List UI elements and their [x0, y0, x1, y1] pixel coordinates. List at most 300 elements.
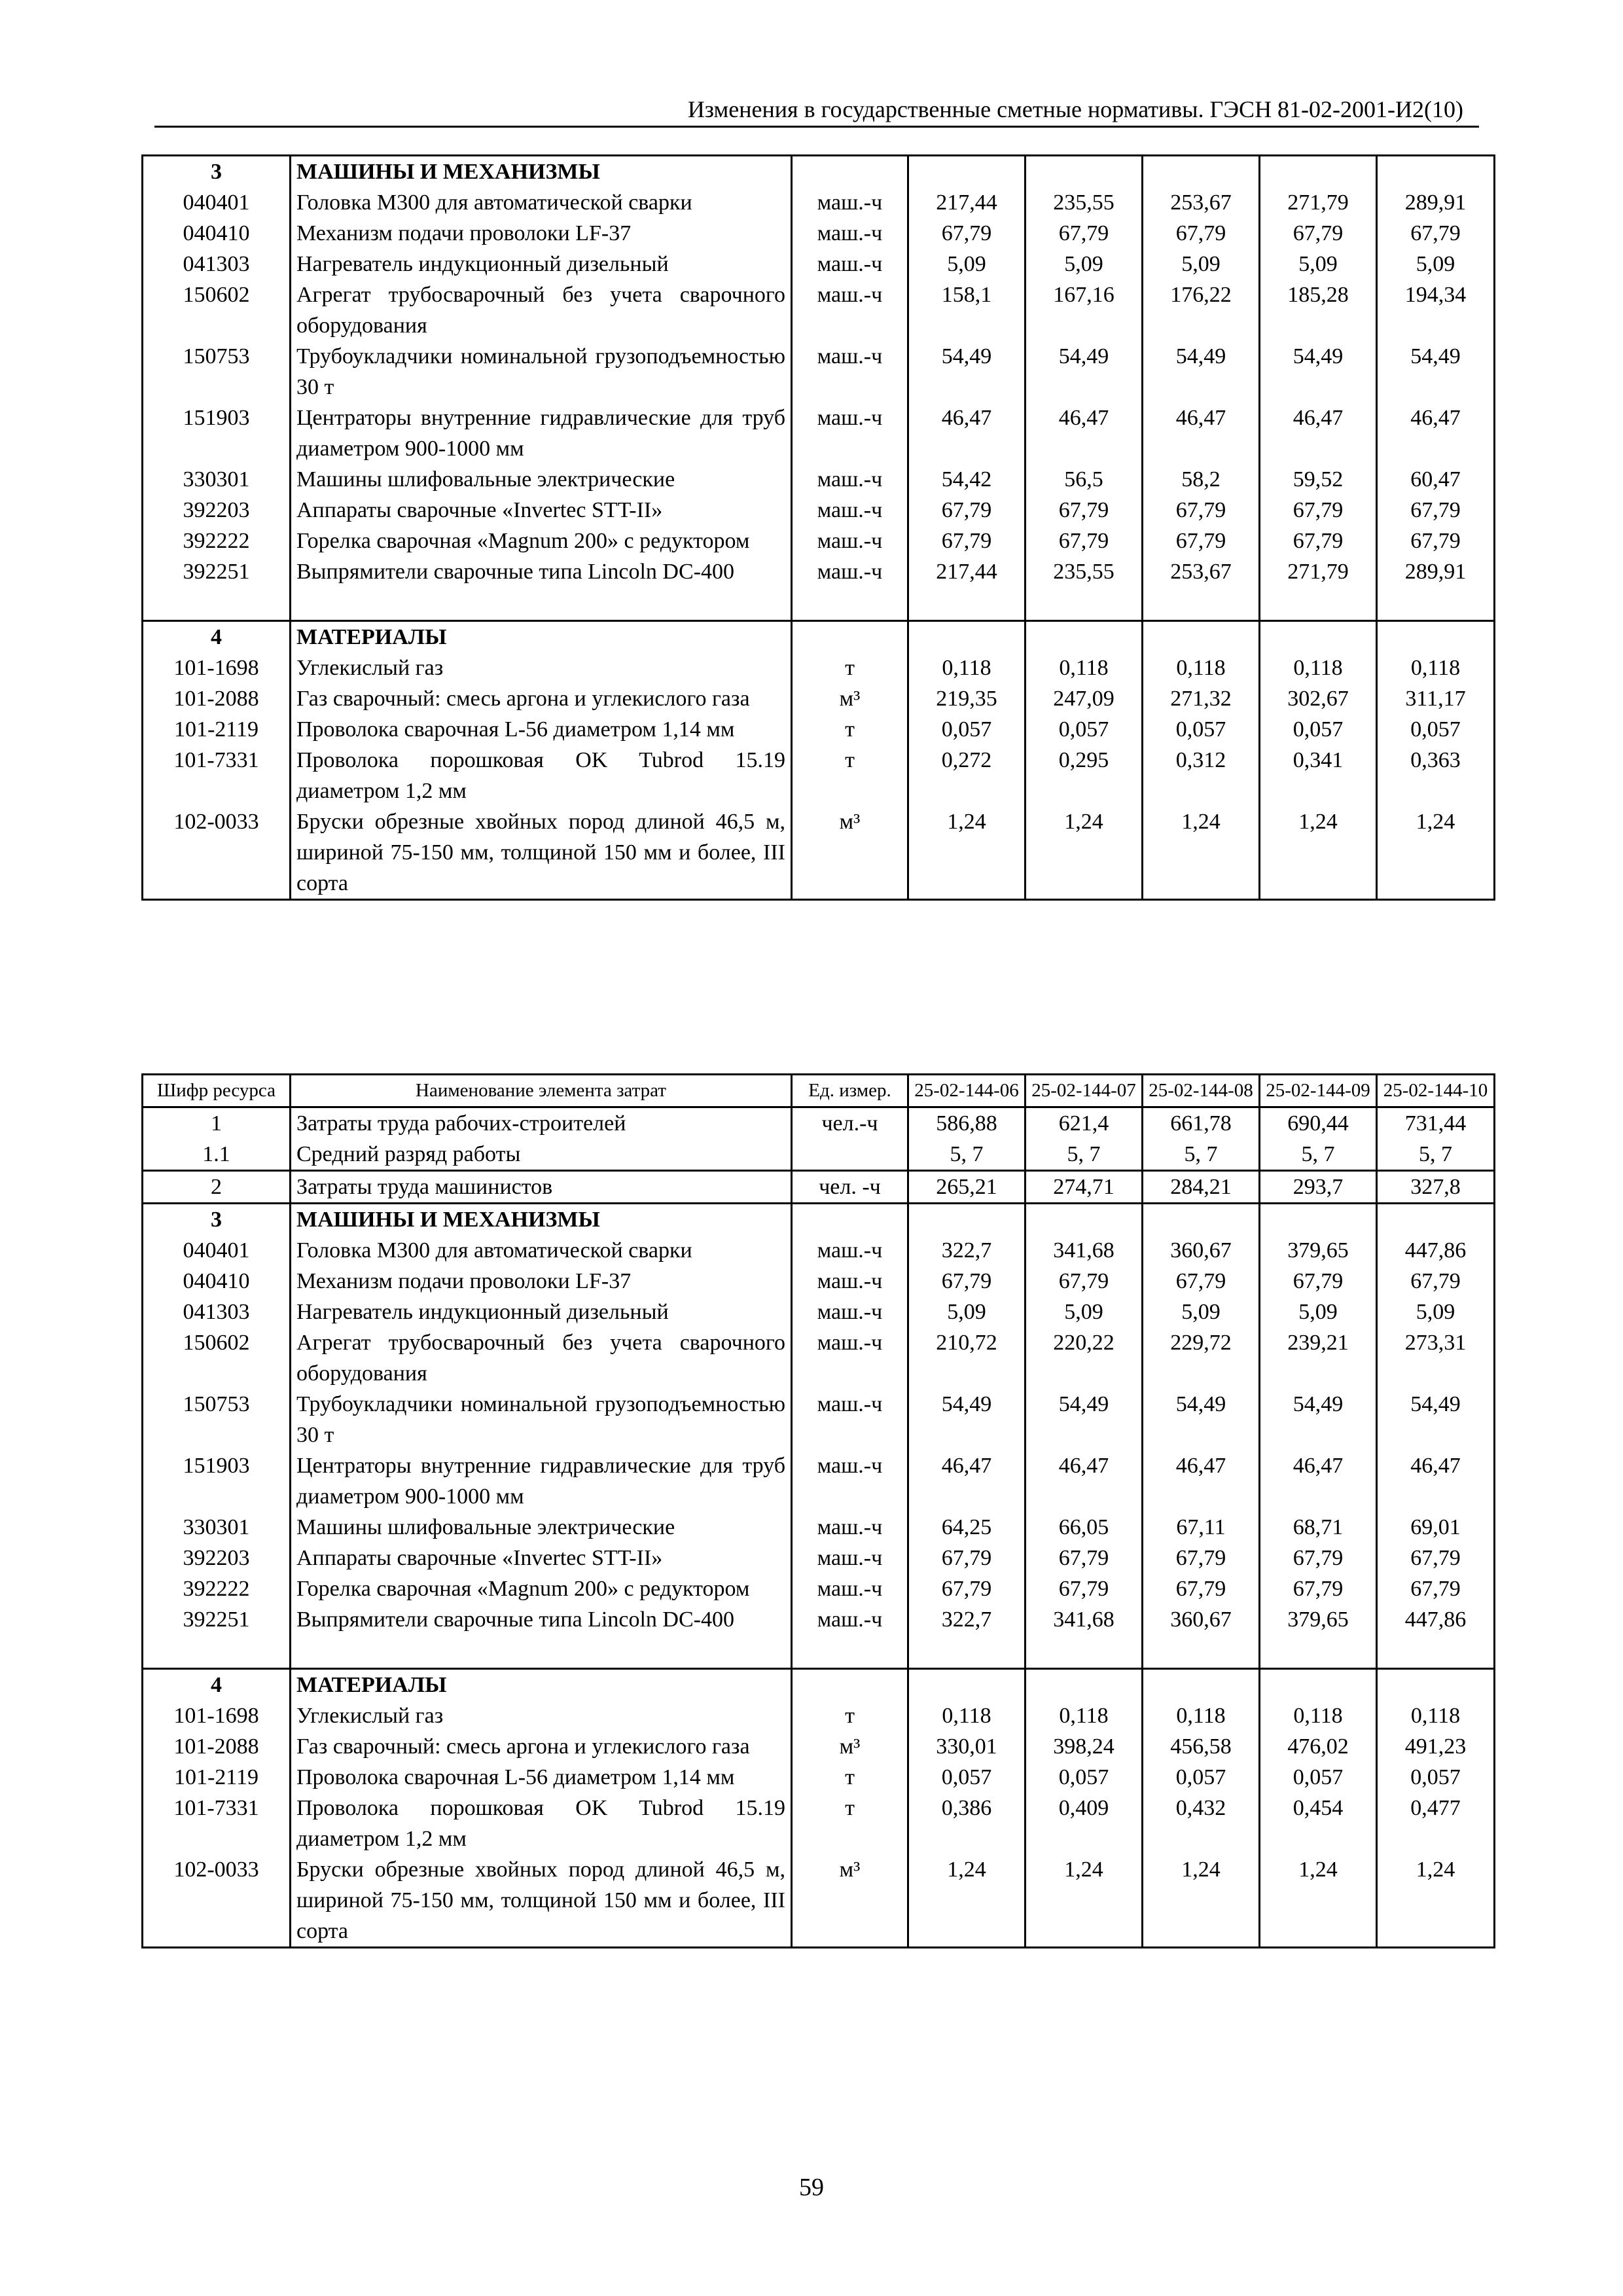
resource-code: 101-2119: [143, 1762, 291, 1793]
section-heading-row: [143, 1204, 1495, 1236]
resource-row: [143, 526, 1495, 556]
header-norm-column: 25-02-144-08: [1143, 1075, 1260, 1107]
operators-row: [143, 1171, 1495, 1204]
resource-code: 040401: [143, 187, 291, 218]
norm-value: 0,386: [908, 1793, 1026, 1854]
norm-value: 239,21: [1260, 1327, 1377, 1389]
resource-code: 040410: [143, 1266, 291, 1297]
norm-value: 5,09: [1026, 249, 1143, 279]
norm-value: 0,118: [1143, 653, 1260, 683]
norm-value: 46,47: [1026, 403, 1143, 464]
resource-name: Газ сварочный: смесь аргона и углекислого газа: [291, 1731, 792, 1762]
resource-code: 150602: [143, 1327, 291, 1389]
norm-value: 253,67: [1143, 556, 1260, 587]
resource-row: [143, 1700, 1495, 1731]
norm-value: 271,79: [1260, 187, 1377, 218]
norm-value: 253,67: [1143, 187, 1260, 218]
resource-row: [143, 1731, 1495, 1762]
t2-machines-section: [143, 1204, 1495, 1669]
resource-code: 392222: [143, 526, 291, 556]
resource-name: Проволока сварочная L-56 диаметром 1,14 мм: [291, 714, 792, 745]
section-title: МАТЕРИАЛЫ: [291, 1669, 792, 1701]
section-heading-row: [143, 1669, 1495, 1701]
resource-name: Горелка сварочная «Magnum 200» с редуктором: [291, 526, 792, 556]
norm-value: 456,58: [1143, 1731, 1260, 1762]
norm-value: 5, 7: [1143, 1139, 1260, 1171]
norm-value: 5, 7: [1026, 1139, 1143, 1171]
section-heading-row: [143, 156, 1495, 188]
norm-value: 379,65: [1260, 1235, 1377, 1266]
norm-value: 54,49: [1260, 341, 1377, 403]
resource-code: 041303: [143, 249, 291, 279]
resource-row: [143, 1139, 1495, 1171]
norm-value: 0,118: [1026, 1700, 1143, 1731]
norm-value: 0,057: [1260, 714, 1377, 745]
norm-value: 67,79: [908, 1573, 1026, 1604]
resource-table-part-1: [141, 154, 1495, 901]
norm-value: 67,79: [908, 1543, 1026, 1573]
norm-value: 0,118: [908, 1700, 1026, 1731]
norm-value: 0,057: [1377, 1762, 1495, 1793]
norm-value: 0,118: [1143, 1700, 1260, 1731]
norm-value: 67,79: [1260, 1573, 1377, 1604]
norm-value: 289,91: [1377, 556, 1495, 587]
section-heading-row: [143, 621, 1495, 653]
header-norm-column: 25-02-144-06: [908, 1075, 1026, 1107]
norm-value: 67,79: [1143, 1266, 1260, 1297]
resource-name: Трубоукладчики номинальной грузоподъемностью 30 т: [291, 1389, 792, 1450]
resource-name: Проволока сварочная L-56 диаметром 1,14 мм: [291, 1762, 792, 1793]
norm-value: 327,8: [1377, 1171, 1495, 1204]
resource-name: Затраты труда рабочих-строителей: [291, 1107, 792, 1139]
norm-value: 0,057: [1143, 714, 1260, 745]
resource-row: [143, 745, 1495, 806]
section-code: 4: [143, 621, 291, 653]
t1-machines-section: [143, 156, 1495, 621]
resource-code: 392203: [143, 1543, 291, 1573]
resource-row: [143, 1297, 1495, 1327]
resource-unit: маш.-ч: [792, 464, 908, 495]
norm-value: 54,49: [1143, 341, 1260, 403]
norm-value: 67,79: [1026, 495, 1143, 526]
resource-code: 392222: [143, 1573, 291, 1604]
norm-value: 67,79: [1143, 218, 1260, 249]
norm-value: 5,09: [908, 249, 1026, 279]
norm-value: 0,118: [1260, 1700, 1377, 1731]
resource-row: [143, 1793, 1495, 1854]
norm-value: 0,057: [1377, 714, 1495, 745]
norm-value: 360,67: [1143, 1235, 1260, 1266]
section-title: МАШИНЫ И МЕХАНИЗМЫ: [291, 156, 792, 188]
resource-name: Головка М300 для автоматической сварки: [291, 1235, 792, 1266]
norm-value: 67,79: [1026, 218, 1143, 249]
norm-value: 68,71: [1260, 1512, 1377, 1543]
resource-code: 150753: [143, 341, 291, 403]
resource-name: Головка М300 для автоматической сварки: [291, 187, 792, 218]
norm-value: 54,49: [1260, 1389, 1377, 1450]
norm-value: 194,34: [1377, 279, 1495, 341]
resource-row: [143, 187, 1495, 218]
norm-value: 661,78: [1143, 1107, 1260, 1139]
resource-unit: маш.-ч: [792, 1512, 908, 1543]
norm-value: 54,49: [1377, 341, 1495, 403]
norm-value: 271,32: [1143, 683, 1260, 714]
resource-row: [143, 683, 1495, 714]
norm-value: 289,91: [1377, 187, 1495, 218]
resource-row: [143, 1512, 1495, 1543]
resource-unit: маш.-ч: [792, 187, 908, 218]
norm-value: 447,86: [1377, 1235, 1495, 1266]
norm-value: 54,49: [1377, 1389, 1495, 1450]
resource-code: 101-7331: [143, 1793, 291, 1854]
resource-name: Затраты труда машинистов: [291, 1171, 792, 1204]
norm-value: 67,79: [1377, 1573, 1495, 1604]
norm-value: 1,24: [1143, 806, 1260, 900]
norm-value: 271,79: [1260, 556, 1377, 587]
norm-value: 5, 7: [1260, 1139, 1377, 1171]
norm-value: 586,88: [908, 1107, 1026, 1139]
section-code: 3: [143, 156, 291, 188]
resource-name: Аппараты сварочные «Invertec STT-II»: [291, 495, 792, 526]
norm-value: 67,79: [1026, 1266, 1143, 1297]
norm-value: 0,057: [908, 714, 1026, 745]
resource-row: [143, 403, 1495, 464]
norm-value: 476,02: [1260, 1731, 1377, 1762]
norm-value: 46,47: [908, 403, 1026, 464]
resource-name: Машины шлифовальные электрические: [291, 464, 792, 495]
norm-value: 60,47: [1377, 464, 1495, 495]
norm-value: 46,47: [1143, 1450, 1260, 1512]
resource-row: [143, 1854, 1495, 1948]
section-spacer: [143, 1635, 1495, 1669]
resource-code: 392251: [143, 556, 291, 587]
resource-unit: м³: [792, 1854, 908, 1948]
norm-value: 0,118: [908, 653, 1026, 683]
norm-value: 265,21: [908, 1171, 1026, 1204]
norm-value: 491,23: [1377, 1731, 1495, 1762]
resource-unit: маш.-ч: [792, 526, 908, 556]
norm-value: 46,47: [1026, 1450, 1143, 1512]
resource-row: [143, 249, 1495, 279]
resource-row: [143, 1327, 1495, 1389]
norm-value: 235,55: [1026, 187, 1143, 218]
resource-name: Горелка сварочная «Magnum 200» с редуктором: [291, 1573, 792, 1604]
norm-value: 67,79: [1026, 1543, 1143, 1573]
norm-value: 46,47: [1260, 403, 1377, 464]
resource-unit: маш.-ч: [792, 218, 908, 249]
resource-code: 1: [143, 1107, 291, 1139]
resource-code: 151903: [143, 403, 291, 464]
norm-value: 398,24: [1026, 1731, 1143, 1762]
resource-unit: маш.-ч: [792, 1543, 908, 1573]
resource-row: [143, 1266, 1495, 1297]
resource-unit: т: [792, 653, 908, 683]
resource-unit: м³: [792, 683, 908, 714]
norm-value: 67,79: [1143, 526, 1260, 556]
resource-name: Средний разряд работы: [291, 1139, 792, 1171]
norm-value: 56,5: [1026, 464, 1143, 495]
resource-code: 150602: [143, 279, 291, 341]
norm-value: 330,01: [908, 1731, 1026, 1762]
resource-unit: маш.-ч: [792, 556, 908, 587]
norm-value: 67,79: [908, 1266, 1026, 1297]
resource-unit: м³: [792, 1731, 908, 1762]
norm-value: 1,24: [1377, 1854, 1495, 1948]
norm-value: 67,79: [1377, 495, 1495, 526]
norm-value: 67,79: [1377, 526, 1495, 556]
norm-value: 0,118: [1377, 653, 1495, 683]
norm-value: 46,47: [1377, 403, 1495, 464]
norm-value: 5,09: [1260, 249, 1377, 279]
t2-labor-section: [143, 1107, 1495, 1171]
resource-name: Нагреватель индукционный дизельный: [291, 1297, 792, 1327]
norm-value: 66,05: [1026, 1512, 1143, 1543]
norm-value: 5,09: [1143, 1297, 1260, 1327]
norm-value: 1,24: [908, 1854, 1026, 1948]
norm-value: 69,01: [1377, 1512, 1495, 1543]
resource-name: Агрегат трубосварочный без учета сварочного оборудования: [291, 279, 792, 341]
resource-name: Центраторы внутренние гидравлические для труб диаметром 900-1000 мм: [291, 1450, 792, 1512]
norm-value: 5,09: [1377, 249, 1495, 279]
norm-value: 1,24: [908, 806, 1026, 900]
resource-row: [143, 806, 1495, 900]
norm-value: 46,47: [1260, 1450, 1377, 1512]
norm-value: 54,49: [1026, 1389, 1143, 1450]
norm-value: 1,24: [1143, 1854, 1260, 1948]
norm-value: 293,7: [1260, 1171, 1377, 1204]
norm-value: 0,057: [1026, 714, 1143, 745]
resource-code: 040401: [143, 1235, 291, 1266]
norm-value: 67,79: [1260, 526, 1377, 556]
resource-unit: маш.-ч: [792, 1297, 908, 1327]
norm-value: 731,44: [1377, 1107, 1495, 1139]
norm-value: 67,79: [1260, 1266, 1377, 1297]
norm-value: 0,363: [1377, 745, 1495, 806]
norm-value: 67,79: [1260, 218, 1377, 249]
resource-row: [143, 556, 1495, 587]
norm-value: 64,25: [908, 1512, 1026, 1543]
norm-value: 67,79: [1377, 218, 1495, 249]
t1-materials-section: [143, 621, 1495, 900]
norm-value: 67,79: [1377, 1543, 1495, 1573]
resource-row: [143, 1604, 1495, 1635]
resource-name: Углекислый газ: [291, 653, 792, 683]
resource-row: [143, 1235, 1495, 1266]
norm-value: 220,22: [1026, 1327, 1143, 1389]
resource-name: Трубоукладчики номинальной грузоподъемностью 30 т: [291, 341, 792, 403]
resource-unit: маш.-ч: [792, 341, 908, 403]
resource-code: 041303: [143, 1297, 291, 1327]
norm-value: 0,454: [1260, 1793, 1377, 1854]
resource-row: [143, 714, 1495, 745]
norm-value: 59,52: [1260, 464, 1377, 495]
norm-value: 302,67: [1260, 683, 1377, 714]
norm-value: 0,272: [908, 745, 1026, 806]
norm-value: 54,42: [908, 464, 1026, 495]
norm-value: 5,09: [1143, 249, 1260, 279]
norm-value: 284,21: [1143, 1171, 1260, 1204]
resource-code: 1.1: [143, 1139, 291, 1171]
header-norm-column: 25-02-144-09: [1260, 1075, 1377, 1107]
section-title: МАШИНЫ И МЕХАНИЗМЫ: [291, 1204, 792, 1236]
resource-row: [143, 341, 1495, 403]
resource-unit: т: [792, 745, 908, 806]
resource-unit: маш.-ч: [792, 1235, 908, 1266]
resource-name: Газ сварочный: смесь аргона и углекислого газа: [291, 683, 792, 714]
resource-unit: [792, 1139, 908, 1171]
resource-row: [143, 279, 1495, 341]
resource-unit: маш.-ч: [792, 1604, 908, 1635]
resource-name: Механизм подачи проволоки LF-37: [291, 218, 792, 249]
resource-code: 392203: [143, 495, 291, 526]
section-code: 3: [143, 1204, 291, 1236]
resource-code: 040410: [143, 218, 291, 249]
norm-value: 67,79: [908, 495, 1026, 526]
resource-unit: т: [792, 1793, 908, 1854]
norm-value: 0,118: [1377, 1700, 1495, 1731]
resource-name: Проволока порошковая OK Tubrod 15.19 диаметром 1,2 мм: [291, 1793, 792, 1854]
norm-value: 67,79: [908, 218, 1026, 249]
norm-value: 54,49: [1143, 1389, 1260, 1450]
resource-table-part-2: [141, 1073, 1495, 1948]
resource-row: [143, 1543, 1495, 1573]
resource-code: 102-0033: [143, 1854, 291, 1948]
resource-name: Центраторы внутренние гидравлические для труб диаметром 900-1000 мм: [291, 403, 792, 464]
resource-unit: чел.-ч: [792, 1107, 908, 1139]
resource-code: 330301: [143, 1512, 291, 1543]
page-number: 59: [799, 2174, 824, 2201]
resource-code: 101-1698: [143, 653, 291, 683]
norm-value: 360,67: [1143, 1604, 1260, 1635]
norm-value: 341,68: [1026, 1604, 1143, 1635]
document-title: Изменения в государственные сметные нормативы. ГЭСН 81-02-2001-И2(10): [687, 96, 1463, 122]
norm-value: 58,2: [1143, 464, 1260, 495]
section-title: МАТЕРИАЛЫ: [291, 621, 792, 653]
resource-unit: т: [792, 1762, 908, 1793]
header-norm-column: 25-02-144-10: [1377, 1075, 1495, 1107]
header-unit: Ед. измер.: [792, 1075, 908, 1107]
resource-code: 392251: [143, 1604, 291, 1635]
resource-row: [143, 1389, 1495, 1450]
norm-value: 379,65: [1260, 1604, 1377, 1635]
resource-unit: маш.-ч: [792, 1327, 908, 1389]
resource-code: 101-2119: [143, 714, 291, 745]
header-resource-code: Шифр ресурса: [143, 1075, 291, 1107]
table-header-row: [143, 1075, 1495, 1107]
resource-code: 150753: [143, 1389, 291, 1450]
norm-value: 5, 7: [908, 1139, 1026, 1171]
norm-value: 67,79: [1026, 526, 1143, 556]
resource-name: Выпрямители сварочные типа Lincoln DC-400: [291, 1604, 792, 1635]
norm-value: 0,409: [1026, 1793, 1143, 1854]
resource-code: 102-0033: [143, 806, 291, 900]
resource-row: [143, 1450, 1495, 1512]
norm-value: 1,24: [1026, 1854, 1143, 1948]
resource-code: 151903: [143, 1450, 291, 1512]
resource-unit: маш.-ч: [792, 1573, 908, 1604]
norm-value: 0,312: [1143, 745, 1260, 806]
norm-value: 1,24: [1377, 806, 1495, 900]
resource-name: Проволока порошковая OK Tubrod 15.19 диаметром 1,2 мм: [291, 745, 792, 806]
norm-value: 273,31: [1377, 1327, 1495, 1389]
resource-code: 101-2088: [143, 1731, 291, 1762]
norm-value: 46,47: [1143, 403, 1260, 464]
resource-code: 2: [143, 1171, 291, 1204]
resource-unit: маш.-ч: [792, 279, 908, 341]
resource-name: Агрегат трубосварочный без учета сварочного оборудования: [291, 1327, 792, 1389]
resource-unit: маш.-ч: [792, 403, 908, 464]
resource-row: [143, 1762, 1495, 1793]
norm-value: 229,72: [1143, 1327, 1260, 1389]
norm-value: 158,1: [908, 279, 1026, 341]
norm-value: 0,057: [908, 1762, 1026, 1793]
norm-value: 0,118: [1026, 653, 1143, 683]
norm-value: 0,477: [1377, 1793, 1495, 1854]
norm-value: 447,86: [1377, 1604, 1495, 1635]
resource-name: Механизм подачи проволоки LF-37: [291, 1266, 792, 1297]
norm-value: 167,16: [1026, 279, 1143, 341]
norm-value: 5,09: [1377, 1297, 1495, 1327]
resource-row: [143, 495, 1495, 526]
t2-operators-section: [143, 1171, 1495, 1204]
norm-value: 0,118: [1260, 653, 1377, 683]
resource-unit: маш.-ч: [792, 1266, 908, 1297]
header-norm-column: 25-02-144-07: [1026, 1075, 1143, 1107]
resource-row: [143, 464, 1495, 495]
resource-unit: маш.-ч: [792, 495, 908, 526]
norm-value: 235,55: [1026, 556, 1143, 587]
resource-row: [143, 1107, 1495, 1139]
norm-value: 5,09: [908, 1297, 1026, 1327]
norm-value: 67,79: [1143, 1573, 1260, 1604]
resource-name: Углекислый газ: [291, 1700, 792, 1731]
norm-value: 621,4: [1026, 1107, 1143, 1139]
resource-code: 101-2088: [143, 683, 291, 714]
norm-value: 46,47: [908, 1450, 1026, 1512]
resource-unit: м³: [792, 806, 908, 900]
norm-value: 5, 7: [1377, 1139, 1495, 1171]
resource-unit: чел. -ч: [792, 1171, 908, 1204]
norm-value: 67,79: [1260, 1543, 1377, 1573]
norm-value: 67,79: [1026, 1573, 1143, 1604]
norm-value: 219,35: [908, 683, 1026, 714]
norm-value: 1,24: [1026, 806, 1143, 900]
resource-name: Бруски обрезные хвойных пород длиной 46,5 м, шириной 75-150 мм, толщиной 150 мм и более, III сорта: [291, 806, 792, 900]
resource-code: 101-7331: [143, 745, 291, 806]
norm-value: 0,057: [1260, 1762, 1377, 1793]
norm-value: 322,7: [908, 1604, 1026, 1635]
resource-unit: маш.-ч: [792, 1389, 908, 1450]
norm-value: 0,057: [1143, 1762, 1260, 1793]
norm-value: 0,057: [1026, 1762, 1143, 1793]
norm-value: 67,11: [1143, 1512, 1260, 1543]
norm-value: 690,44: [1260, 1107, 1377, 1139]
norm-value: 5,09: [1260, 1297, 1377, 1327]
norm-value: 67,79: [1260, 495, 1377, 526]
norm-value: 46,47: [1377, 1450, 1495, 1512]
resource-name: Бруски обрезные хвойных пород длиной 46,5 м, шириной 75-150 мм, толщиной 150 мм и более, III сорта: [291, 1854, 792, 1948]
resource-row: [143, 653, 1495, 683]
resource-name: Нагреватель индукционный дизельный: [291, 249, 792, 279]
norm-value: 274,71: [1026, 1171, 1143, 1204]
norm-value: 247,09: [1026, 683, 1143, 714]
section-code: 4: [143, 1669, 291, 1701]
norm-value: 67,79: [1377, 1266, 1495, 1297]
resource-unit: т: [792, 714, 908, 745]
norm-value: 210,72: [908, 1327, 1026, 1389]
norm-value: 54,49: [908, 1389, 1026, 1450]
header-cost-element-name: Наименование элемента затрат: [291, 1075, 792, 1107]
